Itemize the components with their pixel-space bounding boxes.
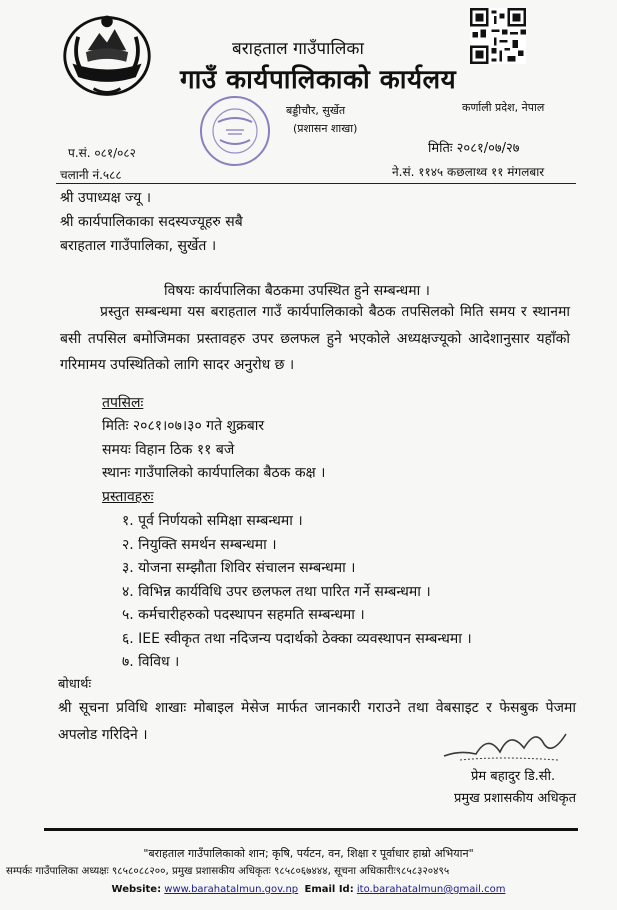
letter-date: मितिः २०८१/०७/२७ bbox=[428, 141, 520, 156]
proposal-item: ६. IEE स्वीकृत तथा नदिजन्य पदार्थको ठेक्का व्यवस्थापन सम्बन्धमा । bbox=[122, 631, 472, 647]
cc-heading: बोधार्थः bbox=[58, 677, 92, 692]
footer-divider bbox=[44, 828, 578, 831]
website-label: Website: bbox=[111, 884, 162, 895]
proposal-item: ४. विभिन्न कार्यविधि उपर छलफल तथा पारित गर्ने सम्बन्धमा । bbox=[122, 584, 431, 600]
office-address: बड्डीचौर, सुर्खेत bbox=[286, 104, 346, 117]
signatory-name: प्रेम बहादुर डि.सी. bbox=[471, 769, 556, 784]
office-name: बराहताल गाउँपालिका bbox=[232, 39, 364, 59]
proposal-item: ७. विविध । bbox=[122, 654, 180, 670]
proposal-item: ५. कर्मचारीहरुको पदस्थापन सहमति सम्बन्धमा । bbox=[122, 607, 365, 623]
proposal-item: १. पूर्व निर्णयको समिक्षा सम्बन्धमा । bbox=[122, 513, 303, 529]
proposal-item: २. नियुक्ति समर्थन सम्बन्धमा । bbox=[122, 537, 277, 553]
office-branch: (प्रशासन शाखा) bbox=[293, 122, 358, 135]
schedule-heading: तपसिलः bbox=[102, 395, 144, 411]
schedule-item: समयः विहान ठिक ११ बजे bbox=[102, 442, 235, 458]
signatory-title: प्रमुख प्रशासकीय अधिकृत bbox=[454, 791, 577, 806]
header-divider bbox=[56, 183, 576, 184]
proposal-item: ३. योजना सम्झौता शिविर संचालन सम्बन्धमा । bbox=[122, 560, 356, 576]
reference-number: प.सं. ०८१/०८२ bbox=[68, 146, 136, 160]
footer-slogan: "बराहताल गाउँपालिकाको शान; कृषि, पर्यटन, वन, शिक्षा र पूर्वाधार हाम्रो अभियान" bbox=[143, 847, 474, 860]
footer-web bbox=[0, 884, 617, 895]
website-link[interactable]: www.barahatalmun.gov.np bbox=[164, 884, 299, 895]
letter-body: प्रस्तुत सम्बन्धमा यस बराहताल गाउँ कार्यपालिकाको बैठक तपसिलको मिति समय र स्थानमा बसी तपसिल बमोजिमका प्रस्तावहरु उपर छलफल हुने भएकोले अध्यक्षज्यूको आदेशानुसार यहाँको गरिमामय उपस्थितिको लागि सादर अनुरोध छ । bbox=[60, 304, 570, 373]
email-label: Email Id: bbox=[304, 884, 354, 895]
footer-contact: सम्पर्कः गाउँपालिका अध्यक्षः ९८५८०८८२००, प्रमुख प्रशासकीय अधिकृतः ९८५८०६७४४४, सूचना अधिकारीः९८५८३२०४९५ bbox=[6, 865, 450, 877]
schedule-item: स्थानः गाउँपालिको कार्यपालिका बैठक कक्ष । bbox=[102, 465, 326, 481]
nepal-samvat-date: ने.सं. ११४५ कछलाथ्व ११ मंगलबार bbox=[392, 165, 545, 179]
proposals-heading: प्रस्तावहरुः bbox=[102, 489, 154, 505]
office-stamp-icon bbox=[190, 92, 280, 170]
dispatch-number: चलानी नं.५८८ bbox=[60, 168, 122, 182]
recipient-line: श्री उपाध्यक्ष ज्यू । bbox=[60, 190, 151, 206]
office-title: गाउँ कार्यपालिकाको कार्यलय bbox=[180, 65, 457, 95]
recipient-line: श्री कार्यपालिकाका सदस्यज्यूहरु सबै bbox=[60, 214, 243, 230]
qr-code-icon[interactable] bbox=[470, 8, 526, 64]
cc-text: श्री सूचना प्रविधि शाखाः मोबाइल मेसेज मार्फत जानकारी गराउने तथा वेबसाइट र फेसबुक पेजमा अपलोड गरिदिने । bbox=[58, 700, 576, 743]
email-link[interactable]: ito.barahatalmun@gmail.com bbox=[356, 884, 506, 895]
signature-scribble-icon bbox=[440, 726, 570, 770]
recipient-line: बराहताल गाउँपालिका, सुर्खेत । bbox=[60, 238, 217, 254]
nepal-emblem-icon bbox=[58, 8, 156, 104]
letter-subject: विषयः कार्यपालिका बैठकमा उपस्थित हुने सम्बन्धमा । bbox=[164, 283, 430, 299]
schedule-item: मितिः २०८१।०७।३० गते शुक्रबार bbox=[102, 418, 265, 434]
province-label: कर्णाली प्रदेश, नेपाल bbox=[462, 101, 545, 114]
